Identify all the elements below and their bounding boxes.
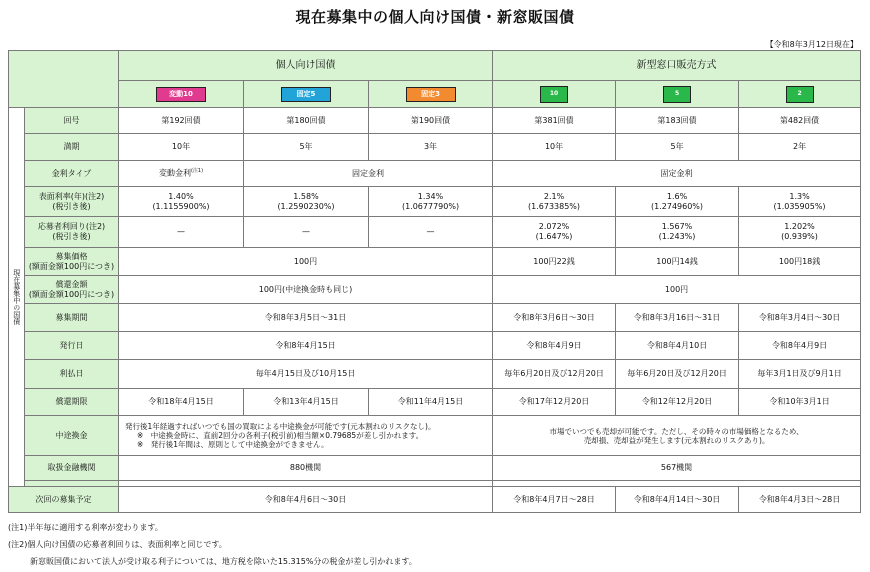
yield-cell: [616, 217, 739, 248]
coupon-after-tax: (1.1155900%): [152, 201, 210, 211]
shin2-logo: [786, 86, 814, 103]
note-2: (注2)個人向け国債の応募者利回りは、表面利率と同じです。: [8, 540, 227, 549]
early-indiv-line: ※ 発行後1年間は、原則として中途換金ができません。: [137, 440, 329, 449]
corner-cell: [9, 51, 119, 108]
issue-date-cell: 令和8年4月9日: [739, 332, 861, 360]
yield-sublabel: (税引き後): [52, 232, 91, 241]
issue-no-cell: 第482回債: [739, 108, 861, 134]
redemption-new: 100円: [493, 276, 861, 304]
group-new-window: 新型窓口販売方式: [493, 51, 861, 81]
row-label-yield: [25, 217, 119, 248]
shin5-label: 5: [674, 90, 680, 97]
side-label: 現在募集中の国債: [9, 108, 25, 487]
coupon-after-tax: (1.035905%): [773, 201, 826, 211]
maturity-cell: 3年: [369, 134, 493, 161]
yield-value: —: [302, 227, 310, 237]
rate-type-fixed-new: 固定金利: [493, 161, 861, 187]
redemption-sublabel: (額面金額100円につき): [28, 289, 115, 299]
coupon-after-tax: (1.0677790%): [401, 201, 460, 211]
interest-cell: 毎年6月20日及び12月20日: [616, 360, 739, 389]
row-label-coupon: [25, 187, 119, 217]
coupon-cell: [119, 187, 244, 217]
yield-cell: [119, 217, 244, 248]
shin5-logo: [663, 86, 691, 103]
note-1: (注1)半年毎に適用する利率が変わります。: [8, 523, 163, 532]
row-label-rate-type: 金利タイプ: [25, 161, 119, 187]
maturity-cell: 5年: [244, 134, 369, 161]
next-cell: 令和8年4月14日～30日: [616, 487, 739, 513]
interest-indiv: 毎年4月15日及び10月15日: [119, 360, 493, 389]
rate-type-fixed-indiv: 固定金利: [244, 161, 493, 187]
yield-value: 1.567%: [661, 222, 693, 232]
interest-cell: 毎年6月20日及び12月20日: [493, 360, 616, 389]
maturity-cell: 10年: [119, 134, 244, 161]
maturity-cell: 5年: [616, 134, 739, 161]
shin10-logo: [540, 86, 568, 103]
coupon-cell: [616, 187, 739, 217]
price-sublabel: (額面金額100円につき): [28, 261, 115, 271]
badge-cell: [244, 81, 369, 108]
coupon-cell: [244, 187, 369, 217]
kotei5-logo: 固定5: [281, 87, 331, 102]
maturity-date-cell: 令和12年12月20日: [616, 389, 739, 416]
badge-cell: [369, 81, 493, 108]
issue-no-cell: 第381回債: [493, 108, 616, 134]
price-cell: 100円18銭: [739, 248, 861, 276]
badge-cell: [493, 81, 616, 108]
period-cell: 令和8年3月16日～31日: [616, 304, 739, 332]
maturity-date-cell: 令和13年4月15日: [244, 389, 369, 416]
coupon-value: 1.3%: [789, 191, 810, 201]
yield-cell: [739, 217, 861, 248]
yield-value: —: [426, 227, 435, 237]
early-indiv-line: 発行後1年経過すればいつでも国の買取による中途換金が可能です(元本割れのリスクなし)。: [125, 422, 436, 431]
kotei3-logo: 固定3: [406, 87, 456, 102]
badge-cell: [739, 81, 861, 108]
issue-no-cell: 第183回債: [616, 108, 739, 134]
next-indiv: 令和8年4月6日～30日: [119, 487, 493, 513]
maturity-cell: 10年: [493, 134, 616, 161]
badge-cell: [119, 81, 244, 108]
institutions-new: 567機関: [493, 456, 861, 481]
coupon-value: 1.58%: [293, 191, 319, 201]
early-new: [493, 416, 861, 456]
page-title: 現在募集中の個人向け国債・新窓販国債: [295, 8, 575, 26]
yield-value: 1.202%: [784, 222, 815, 232]
yield-value: —: [177, 227, 185, 237]
rate-type-floating: [119, 161, 244, 187]
row-label-issue-date: 発行日: [25, 332, 119, 360]
yield-value: 2.072%: [538, 222, 570, 232]
period-cell: 令和8年3月6日～30日: [493, 304, 616, 332]
hendo10-logo: 変動10: [156, 87, 206, 102]
coupon-after-tax: (1.673385%): [528, 201, 581, 211]
coupon-after-tax: (1.2590230%): [277, 201, 335, 211]
yield-after-tax: (1.243%): [658, 232, 696, 241]
note-3: 新窓販国債において法人が受け取る利子については、地方税を除いた15.315%分の税金が差し引かれます。: [30, 557, 417, 566]
price-cell: 100円22銭: [493, 248, 616, 276]
row-label-maturity: 満期: [25, 134, 119, 161]
coupon-label: 表面利率(年)(注2): [38, 191, 105, 201]
row-label-next: 次回の募集予定: [9, 487, 119, 513]
coupon-cell: [739, 187, 861, 217]
early-new-line: 市場でいつでも売却が可能です。ただし、その時々の市場価格となるため、: [549, 426, 804, 436]
maturity-date-cell: 令和10年3月1日: [739, 389, 861, 416]
coupon-value: 1.40%: [168, 191, 194, 201]
shin10-label: 10: [549, 90, 559, 97]
row-label-price: [25, 248, 119, 276]
issue-no-cell: 第190回債: [369, 108, 493, 134]
row-label-interest: 利払日: [25, 360, 119, 389]
group-individual: 個人向け国債: [119, 51, 493, 81]
yield-cell: [369, 217, 493, 248]
yield-label: 応募者利回り(注2): [37, 222, 106, 232]
maturity-date-cell: 令和18年4月15日: [119, 389, 244, 416]
price-label: 募集価格: [55, 251, 88, 261]
coupon-cell: [369, 187, 493, 217]
row-label-period: 募集期間: [25, 304, 119, 332]
issue-no-cell: 第192回債: [119, 108, 244, 134]
redemption-label: 償還金額: [55, 279, 88, 289]
shin2-label: 2: [797, 90, 802, 97]
coupon-value: 2.1%: [543, 191, 565, 201]
maturity-date-cell: 令和17年12月20日: [493, 389, 616, 416]
issue-date-cell: 令和8年4月9日: [493, 332, 616, 360]
price-indiv: 100円: [119, 248, 493, 276]
yield-after-tax: (1.647%): [535, 232, 573, 241]
price-cell: 100円14銭: [616, 248, 739, 276]
maturity-cell: 2年: [739, 134, 861, 161]
floating-label: 変動金利: [158, 169, 191, 179]
coupon-cell: [493, 187, 616, 217]
badge-cell: [616, 81, 739, 108]
row-label-maturity-date: 償還期限: [25, 389, 119, 416]
next-cell: 令和8年4月7日～28日: [493, 487, 616, 513]
maturity-date-cell: 令和11年4月15日: [369, 389, 493, 416]
interest-cell: 毎年3月1日及び9月1日: [739, 360, 861, 389]
issue-no-cell: 第180回債: [244, 108, 369, 134]
yield-cell: [493, 217, 616, 248]
coupon-value: 1.34%: [417, 191, 444, 201]
early-indiv: [119, 416, 493, 456]
next-cell: 令和8年4月3日～28日: [739, 487, 861, 513]
row-label-redemption: [25, 276, 119, 304]
yield-cell: [244, 217, 369, 248]
row-label-issue-no: 回号: [25, 108, 119, 134]
coupon-sublabel: (税引き後): [52, 201, 91, 211]
period-cell: 令和8年3月4日～30日: [739, 304, 861, 332]
floating-note: (注1): [190, 168, 204, 175]
early-new-line: 売却損、売却益が発生します(元本割れのリスクあり)。: [583, 435, 770, 445]
early-indiv-line: ※ 中途換金時に、直前2回分の各利子(税引前)相当額×0.79685が差し引かれます。: [137, 431, 424, 440]
as-of-date: 【令和8年3月12日現在】: [765, 40, 858, 49]
period-indiv: 令和8年3月5日～31日: [119, 304, 493, 332]
yield-after-tax: (0.939%): [781, 232, 818, 241]
institutions-indiv: 880機関: [119, 456, 493, 481]
coupon-after-tax: (1.274960%): [651, 201, 704, 211]
bond-table: [8, 50, 861, 513]
issue-date-indiv: 令和8年4月15日: [119, 332, 493, 360]
redemption-indiv: 100円(中途換金時も同じ): [119, 276, 493, 304]
row-label-early: 中途換金: [25, 416, 119, 456]
issue-date-cell: 令和8年4月10日: [616, 332, 739, 360]
row-label-institutions: 取扱金融機関: [25, 456, 119, 481]
coupon-value: 1.6%: [666, 191, 688, 201]
